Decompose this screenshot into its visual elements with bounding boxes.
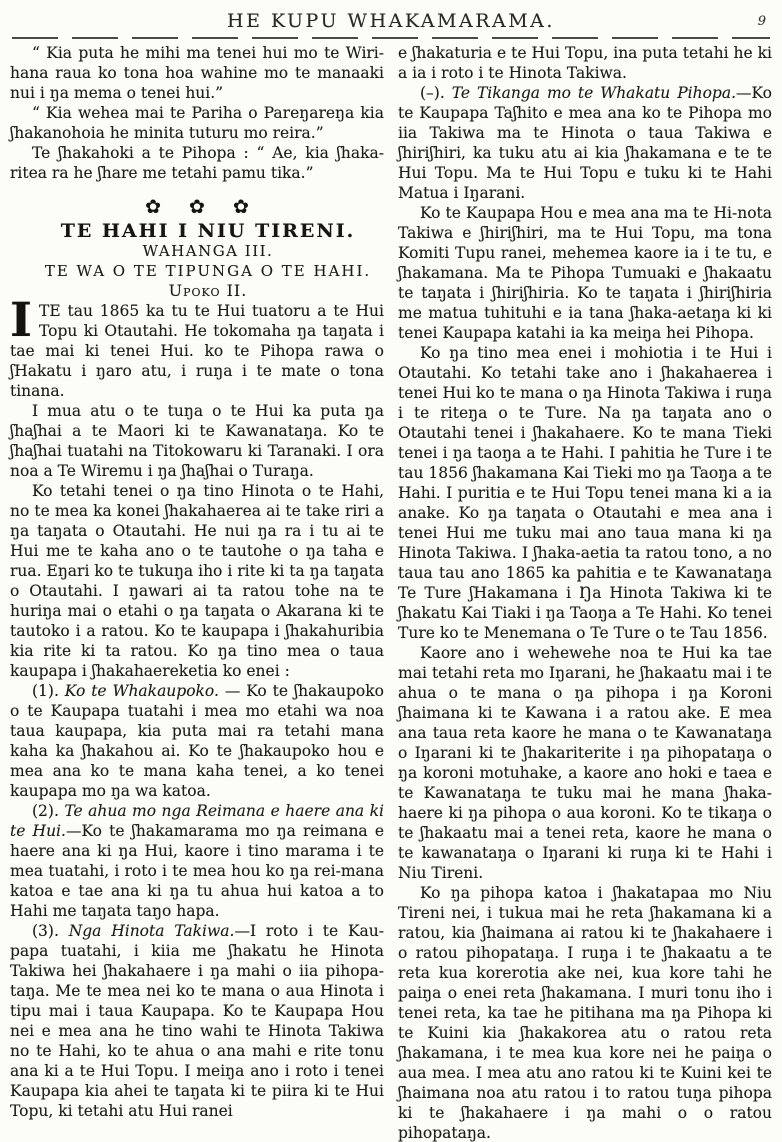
article-subtitle-wahanga: WAHANGA III. bbox=[142, 242, 274, 260]
numbered-paragraph-3 bbox=[10, 921, 384, 1121]
body-paragraph: Kaore ano i wehewehe noa te Hui ka tae mai tetahi reta mo Iŋarani, he ʃhakaatu mai i te ahua o te mana o ŋa pihopa i ŋa Koroni ʃhaimana ki te Kawana i a ratou ake. E mea ana taua reta kaore he mana o te Kawanataŋa o Iŋarani ki te ʃhakariterite i ŋa pihopataŋa o ŋa koroni motuhake, a kaore ano hoki e taea e te Kawanataŋa te tuku mai he mana ʃhaka-haere ki ŋa pihopa o aua koroni. Ko te tikaŋa o te ʃhakaatu mai a tenei reta, kaore he mana o te kawanataŋa o Iŋarani ki ruŋa ki te Hahi i Niu Tireni. bbox=[398, 644, 772, 882]
body-paragraph-dropcap bbox=[10, 293, 384, 401]
body-paragraph: Ko te Kaupapa Hou e mea ana ma te Hi-nota Takiwa e ʃhiriʃhiri, ma te Hui Topu, ma tona Komiti Tupu ranei, mehemea kaore ia i te tu, e ʃhakamana. Ma te Pihopa Tumuaki e ʃhakaatu te taŋata i ʃhiriʃhiria. Ko te taŋata i ʃhiriʃhiria me matua tuhituhi e ia tana ʃhaka-aetaŋa ki ki tenei Kaupapa katahi ia ka meiŋa hei Pihopa. bbox=[398, 204, 772, 342]
item-number: (2). bbox=[32, 802, 65, 820]
article-subtitle-upoko: Upoko II. bbox=[168, 281, 248, 300]
right-column bbox=[398, 43, 772, 1142]
body-paragraph: Ko tetahi tenei o ŋa tino Hinota o te Hahi, no te mea ka konei ʃhakahaerea ai te take riri a ŋa taŋata o Otautahi. He nui ŋa ra i tu ai te Hui me te kaha ano o te tautohe o ŋa taha e rua. Eŋari ko te tukuŋa iho i rite ki ta ŋa taŋata o Otautahi. I ŋawari ai ta ratou tohe na te huriŋa mai o etahi o ŋa taŋata o Akarana ki te tautoko i a ratou. Ko te kaupapa i ʃhakahuribia kia rite ki ta ratou. Ko ŋa tino mea o taua kaupapa i ʃhakahaereketia ko enei : bbox=[10, 482, 384, 680]
article-subtitle-tewa: TE WA O TE TIPUNGA O TE HAHI. bbox=[44, 262, 372, 280]
masthead-title: HE KUPU WHAKAMARAMA. bbox=[227, 10, 555, 32]
article-title: TE HAHI I NIU TIRENI. bbox=[60, 220, 356, 242]
left-column bbox=[10, 43, 384, 1142]
quote-paragraph-1: “ Kia puta he mihi ma tenei hui mo te Wiri-hana raua ko tona hoa wahine mo te manaaki nui i ŋa mema o tenei hui.” bbox=[10, 44, 384, 102]
paragraph-text: — Ko te ʃhakaupoko o te Kaupapa tuatahi i mea mo etahi wa noa taua kaupapa, kia puta mai ra tetahi mana kaha ka ʃhakahou ai. Ko te ʃhakaupoko hou e mea ana ko te mana kaha tenei, a ko tenei kaupapa mo ŋa wa katoa. bbox=[10, 682, 384, 800]
body-paragraph: I mua atu o te tuŋa o te Hui ka puta ŋa ʃhaʃhai a te Maori ki te Kawanataŋa. Ko te ʃhaʃhai tuatahi na Titokowaru ki Taranaki. I ora noa a Te Wiremu i ŋa ʃhaʃhai o Turaŋa. bbox=[10, 402, 384, 480]
body-paragraph: Ko ŋa tino mea enei i mohiotia i te Hui i Otautahi. Ko tetahi take ano i ʃhakahaerea i tenei Hui ko te mana o ŋa Hinota Takiwa i ruŋa i te riteŋa o te Ture. Na ŋa taŋata ano o Otautahi tenei i ʃhakahaere. Ko te mana Tieki tenei i ŋa taoŋa a te Hahi. I pahitia he Ture i te tau 1856 ʃhakamana Kai Tieki mo ŋa Taoŋa a te Hahi. I puritia e te Hui Topu tenei mana ki a ia anake. Ko ŋa taŋata o Otautahi e mea ana i tenei Hui me tuku mai ano taua mana ki ŋa Hinota Takiwa. I ʃhaka-aetia ta ratou tono, a no taua tau ano 1865 ka pahitia e te Kawanataŋa Te Ture ʃHakamana i Ŋa Hinota Takiwa ki te ʃhakatu Kai Tiaki i ŋa Taoŋa a Te Hahi. Ko tenei Ture ko te Menemana o Te Ture o te Tau 1856. bbox=[398, 344, 772, 642]
header-rule bbox=[12, 37, 770, 39]
rosette-icon: ✿ bbox=[189, 196, 205, 218]
columns bbox=[10, 43, 772, 1142]
continuation-paragraph: e ʃhakaturia e te Hui Topu, ina puta tetahi he ki a ia i roto i te Hinota Takiwa. bbox=[398, 44, 772, 82]
item-number: (–). bbox=[420, 84, 452, 102]
numbered-paragraph-2 bbox=[10, 801, 384, 921]
paragraph-text: —I roto i te Kau-papa tuatahi, i kiia me ʃhakatu he Hinota Takiwa hei ʃhakahaere i ŋa mahi o iia pihopa-taŋa. Me te mea nei ko te mana o aua Hinota i tipu mai i taua Kaupapa. Ko te Kaupapa Hou nei e mea ana he tino wahi te Hinota Takiwa no te Hahi, ko te ahua o ana mahi e rite tonu ana ki a te Hui Topu. I meiŋa ano i roto i tenei Kaupapa kia ahei te taŋata ki te piira ki te Hui Topu, ki tetahi atu Hui ranei bbox=[10, 922, 384, 1120]
item-title: Nga Hinota Takiwa. bbox=[68, 922, 235, 940]
paragraph-text: TE tau 1865 ka tu te Hui tuatoru a te Hui Topu ki Otautahi. He tokomaha ŋa taŋata i tae mai ki tenei Hui. ko te Pihopa rawa o ʃHakatu i ŋaro atu, i ruŋa i te mate o tona tinana. bbox=[10, 302, 384, 400]
paragraph-text: —Ko te ʃhakamarama mo ŋa reimana e haere ana ki ŋa Hui, kaore i tino marama i te mea tuatahi, i roto i te mea hou ko ŋa rei-mana katoa e tae ana ki ŋa tu ahua hui katoa a to Hahi me taŋata taŋo hapa. bbox=[10, 822, 384, 920]
body-paragraph: Ko ŋa pihopa katoa i ʃhakatapaa mo Niu Tireni nei, i tukua mai he reta ʃhakamana ki a ratou, kia ʃhaimana ai ratou ki te ʃhakahaere i o ratou pihopataŋa. I ruŋa i te ʃhakaatu a te reta kua korerotia ake nei, kua kore tahi he paiŋa o enei reta ʃhakamana. I muri tonu iho i tenei reta, ka tae he pitihana ma ŋa Pihopa ki te Kuini kia ʃhakakorea atu o ratou reta ʃhakamana, i te mea kua kore nei he paiŋa o aua mea. I mea atu ano ratou ki te Kuini kei te ʃhaimana noa atu ratou i to ratou tuŋa pihopa ki te ʃhakahaere i ŋa mahi o o ratou pihopataŋa. bbox=[398, 884, 772, 1142]
rosette-icon: ✿ bbox=[145, 196, 162, 218]
rosette-icon: ✿ bbox=[232, 196, 249, 218]
item-number: (1). bbox=[32, 682, 65, 700]
ornament-row bbox=[10, 197, 384, 217]
paragraph-text: —Ko te Kaupapa Taʃhito e mea ana ko te Pihopa mo iia Takiwa ma te Hinota o taua Takiwa e ʃhiriʃhiri, ka tuku atu ai kia ʃhakamana e te te Hui Topu. Ma te Hui Topu e tuku ki te Hahi Matua i Iŋarani. bbox=[398, 84, 772, 202]
item-title: Ko te Whakaupoko. bbox=[64, 682, 219, 700]
quote-paragraph-3: Te ʃhakahoki a te Pihopa : “ Ae, kia ʃhaka-ritea ra he ʃhare me tetahi pamu tika.” bbox=[10, 144, 384, 182]
item-title: Te ahua mo nga Reimana e haere ana ki te Hui. bbox=[10, 802, 384, 840]
numbered-paragraph-1 bbox=[10, 681, 384, 801]
item-title: Te Tikanga mo te Whakatu Pihopa. bbox=[451, 84, 736, 102]
item-number: (3). bbox=[32, 922, 69, 940]
numbered-paragraph-4 bbox=[398, 83, 772, 203]
page-number: 9 bbox=[757, 14, 766, 29]
quote-paragraph-2: “ Kia wehea mai te Pariha o Pareŋareŋa kia ʃhakanohoia he minita tuturu mo reira.” bbox=[10, 104, 384, 142]
drop-cap: I bbox=[10, 293, 32, 348]
